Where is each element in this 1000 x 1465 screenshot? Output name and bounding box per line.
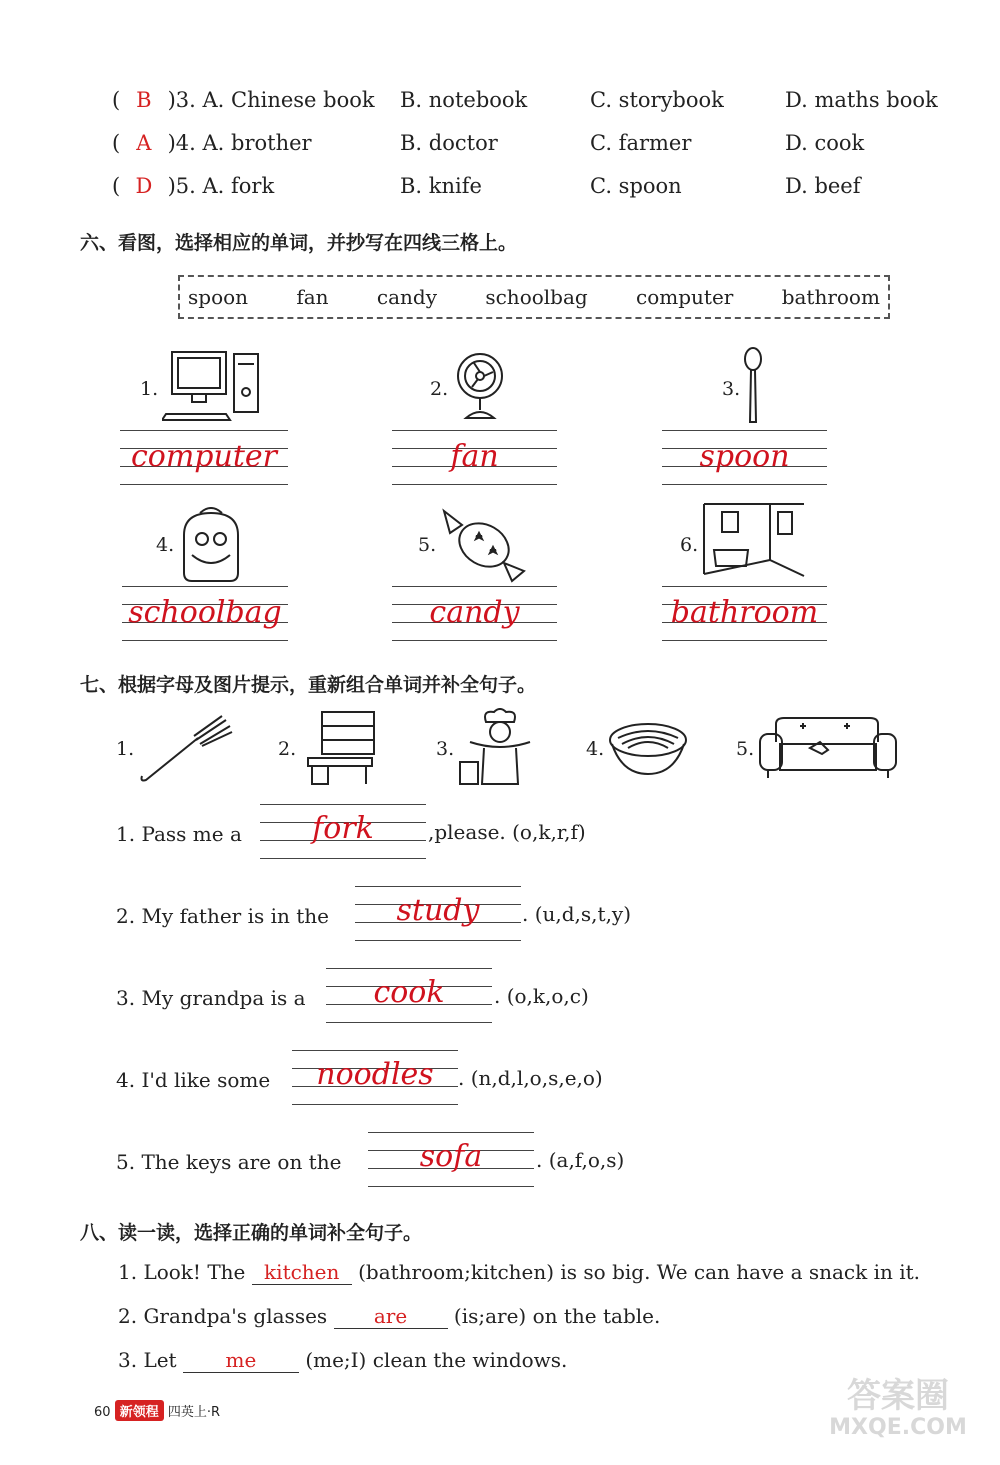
item-number: 1. [140,378,159,400]
writing-lines [355,886,521,942]
page-number: 60 [94,1405,111,1420]
picture-number: 2. [278,738,297,760]
mcq-num: )5. [167,174,196,198]
handwritten-answer: candy [429,595,520,630]
watermark [818,1378,978,1440]
computer-picture-icon [162,348,262,423]
handwritten-answer: spoon [699,439,790,474]
mcq-answer: B [136,88,152,112]
brand-logo: 新领程 [115,1400,164,1421]
sentence-4-after: . (n,d,l,o,s,e,o) [458,1066,603,1090]
handwritten-answer: bathroom [670,595,819,630]
cook-picture-icon [456,708,542,788]
mcq-option-d: D. beef [785,174,861,198]
mcq-option-c: C. storybook [590,88,724,112]
mcq-row-4: ( A )4. A. brother [112,131,312,155]
section-7-title: 七、根据字母及图片提示，重新组合单词并补全句子。 [80,674,537,696]
sentence-text: (me;I) clean the windows. [305,1348,568,1372]
handwritten-answer: fork [312,811,374,846]
picture-number: 4. [586,738,605,760]
mcq-option-a: A. Chinese book [202,88,375,112]
sentence-text: (is;are) on the table. [453,1304,661,1328]
word-bank-item: candy [376,285,438,309]
sentence-1-before: 1. Pass me a [116,822,242,846]
sofa-picture-icon [756,712,900,782]
noodles-picture-icon [606,716,690,780]
writing-lines [392,586,557,642]
mcq-row-3: ( B )3. A. Chinese book [112,88,375,112]
word-bank-item: computer [636,285,734,309]
mcq-answer: A [136,131,152,155]
picture-number: 5. [736,738,755,760]
sentence-text: (bathroom;kitchen) is so big. We can have a snack in it. [358,1260,921,1284]
mcq-option-c: C. farmer [590,131,692,155]
section-6-title: 六、看图，选择相应的单词，并抄写在四线三格上。 [80,232,518,254]
sentence-text: 3. Let [118,1348,177,1372]
fill-sentence-2 [118,1304,660,1329]
handwritten-answer: schoolbag [128,595,282,630]
book-label: 四英上·R [167,1405,221,1420]
item-number: 4. [156,534,175,556]
bathroom-picture-icon [700,500,808,582]
handwritten-answer: sofa [419,1139,483,1174]
writing-lines [392,430,557,486]
sentence-2-after: . (u,d,s,t,y) [522,902,632,926]
sentence-5-before: 5. The keys are on the [116,1150,342,1174]
section-8-title: 八、读一读，选择正确的单词补全句子。 [80,1222,423,1244]
sentence-5-after: . (a,f,o,s) [536,1148,625,1172]
watermark-url: MXQE.COM [829,1415,967,1441]
handwritten-answer: computer [131,439,277,474]
item-number: 5. [418,534,437,556]
picture-number: 3. [436,738,455,760]
fan-picture-icon [452,350,508,422]
page-footer [94,1400,220,1421]
mcq-option-c: C. spoon [590,174,682,198]
handwritten-answer: fan [450,439,499,474]
study-picture-icon [300,708,380,788]
schoolbag-picture-icon [178,505,244,583]
item-number: 6. [680,534,699,556]
writing-lines [292,1050,458,1106]
mcq-option-a: A. fork [202,174,275,198]
spoon-picture-icon [740,346,766,426]
writing-lines [260,804,426,860]
mcq-option-b: B. doctor [400,131,498,155]
word-bank-item: schoolbag [485,285,588,309]
word-bank-item: spoon [188,285,249,309]
handwritten-answer: noodles [316,1057,434,1092]
writing-lines [368,1132,534,1188]
answer-blank: are [334,1304,448,1329]
handwritten-answer: cook [373,975,445,1010]
mcq-option-b: B. notebook [400,88,528,112]
mcq-num: )4. [167,131,196,155]
mcq-option-a: A. brother [202,131,312,155]
word-bank-item: bathroom [781,285,880,309]
fill-sentence-1 [118,1260,920,1285]
item-number: 2. [430,378,449,400]
mcq-option-d: D. cook [785,131,865,155]
mcq-option-b: B. knife [400,174,482,198]
sentence-2-before: 2. My father is in the [116,904,329,928]
writing-lines [326,968,492,1024]
item-number: 3. [722,378,741,400]
sentence-3-after: . (o,k,o,c) [494,984,589,1008]
writing-lines [662,430,827,486]
sentence-3-before: 3. My grandpa is a [116,986,306,1010]
candy-picture-icon [440,505,530,583]
mcq-row-5: ( D )5. A. fork [112,174,275,198]
word-bank-item: fan [296,285,329,309]
fill-sentence-3 [118,1348,567,1373]
writing-lines [122,586,288,642]
mcq-option-d: D. maths book [785,88,938,112]
mcq-num: )3. [167,88,196,112]
handwritten-answer: study [396,893,480,928]
answer-blank: me [183,1348,299,1373]
picture-number: 1. [116,738,135,760]
sentence-4-before: 4. I'd like some [116,1068,271,1092]
sentence-text: 2. Grandpa's glasses [118,1304,328,1328]
answer-blank: kitchen [252,1260,352,1285]
writing-lines [662,586,827,642]
sentence-1-after: ,please. (o,k,r,f) [428,820,586,844]
mcq-answer: D [135,174,153,198]
fork-picture-icon [136,714,236,784]
sentence-text: 1. Look! The [118,1260,246,1284]
word-bank [178,275,890,319]
watermark-text: 答案圈 [847,1376,949,1416]
writing-lines [120,430,288,486]
